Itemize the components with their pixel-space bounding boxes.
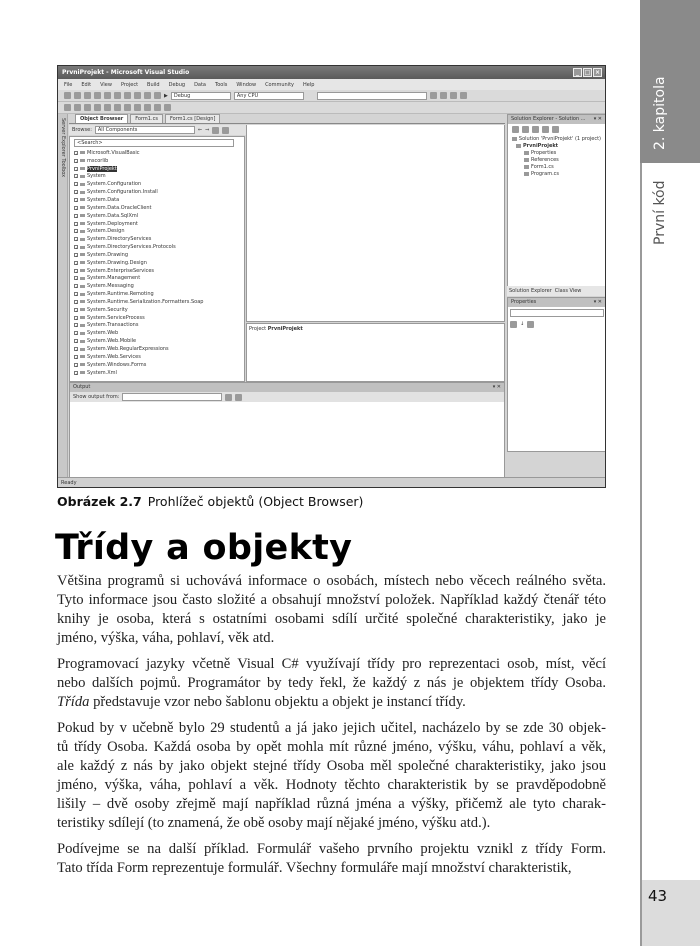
tab-1[interactable]: Form1.cs: [130, 114, 163, 123]
tree-item[interactable]: [74, 149, 244, 157]
tree-item[interactable]: [74, 165, 244, 173]
expand-icon[interactable]: +: [75, 183, 78, 188]
tree-item[interactable]: [74, 361, 244, 369]
expand-icon[interactable]: +: [75, 253, 78, 258]
expand-icon[interactable]: +: [75, 261, 78, 266]
assembly-icon: [80, 348, 85, 351]
add-reference-icon[interactable]: [212, 127, 219, 134]
output-title: Output: [73, 384, 91, 390]
copy-icon[interactable]: [124, 92, 131, 99]
tree-item[interactable]: [74, 196, 244, 204]
assembly-icon: [80, 175, 85, 178]
tab-2[interactable]: Form1.cs [Design]: [165, 114, 220, 123]
text-line: Programovací jazyky včetně Visual C# využívají třídy pro reprezentaci osob, míst, věcí: [57, 656, 606, 672]
assembly-icon: [80, 293, 85, 296]
assembly-icon: [80, 238, 85, 241]
tree-item[interactable]: [74, 314, 244, 322]
refresh-icon[interactable]: [532, 126, 539, 133]
text-line: lišily – dvě osoby zřejmě mají například různá jména a výšky, přičemž ale tyto charak-: [57, 796, 606, 812]
description-pane: [246, 323, 505, 382]
cut-icon[interactable]: [114, 92, 121, 99]
document-tabs: [69, 114, 505, 124]
section-tab: [640, 163, 700, 880]
file-icon: [512, 137, 517, 141]
tree-item-label: System.Web: [87, 330, 119, 337]
new-project-icon[interactable]: [64, 92, 71, 99]
solution-explorer-icon[interactable]: [430, 92, 437, 99]
paragraph: [57, 719, 606, 833]
redo-icon[interactable]: [154, 92, 161, 99]
tree-item-label: System.Design: [87, 228, 125, 235]
expand-icon[interactable]: +: [75, 348, 78, 353]
solution-item-label: Program.cs: [531, 170, 560, 177]
spacing-icon[interactable]: [144, 104, 151, 111]
assembly-icon: [80, 159, 85, 162]
expand-icon[interactable]: +: [75, 214, 78, 219]
tree-item-label: System.Configuration: [87, 181, 142, 188]
assembly-icon: [80, 167, 85, 170]
assembly-icon: [80, 206, 85, 209]
find-dropdown[interactable]: [317, 92, 427, 100]
close-icon[interactable]: ×: [594, 69, 601, 76]
tree-item[interactable]: [74, 306, 244, 314]
view-designer-icon[interactable]: [552, 126, 559, 133]
tree-item-label: System.Deployment: [87, 220, 138, 227]
tree-item[interactable]: [74, 220, 244, 228]
text-line: Tato třída Form reprezentuje formulář. Všechny formuláře mají množství charakteristik,: [57, 860, 572, 876]
figure-caption-text: Prohlížeč objektů (Object Browser): [147, 494, 364, 509]
align-icon[interactable]: [74, 104, 81, 111]
tree-item-label: System.Web.Services: [87, 353, 141, 360]
tree-item[interactable]: [74, 267, 244, 275]
menu-item-file[interactable]: File: [64, 82, 73, 88]
text-run: představuje vzor nebo šablonu objektu a objekt je instancí třídy.: [89, 694, 466, 710]
assembly-icon: [80, 308, 85, 311]
expand-icon[interactable]: +: [75, 230, 78, 235]
file-icon: [524, 165, 529, 169]
assembly-icon: [80, 371, 85, 374]
expand-icon[interactable]: +: [75, 159, 78, 164]
solution-item[interactable]: [512, 135, 601, 142]
expand-icon[interactable]: +: [75, 151, 78, 156]
tree-item[interactable]: [74, 188, 244, 196]
text-line: Tyto informace jsou často složité a obsahují množství položek. Například každý čtenář této: [57, 592, 606, 608]
text-line: knihy je osoba, která s ostatními osobami sdílí určité společné charakteristiky, jako je: [57, 611, 606, 627]
menu-item-project[interactable]: Project: [120, 82, 139, 88]
save-icon[interactable]: [94, 92, 101, 99]
explorer-tab-1[interactable]: Class View: [554, 288, 582, 294]
tree-item-label: PrvniProjekt: [87, 165, 117, 172]
tab-0[interactable]: Object Browser: [75, 114, 128, 123]
align-icon[interactable]: [94, 104, 101, 111]
expand-icon[interactable]: +: [75, 269, 78, 274]
text-line: jméno, výška, váha, pohlaví, věk atd.: [57, 630, 275, 646]
side-tool-strip[interactable]: [58, 114, 68, 478]
properties-panel: [507, 297, 606, 452]
tree-item-label: System.Drawing: [87, 251, 129, 258]
expand-icon[interactable]: +: [75, 316, 78, 321]
start-icon[interactable]: ▶: [164, 92, 168, 99]
tree-item[interactable]: [74, 353, 244, 361]
output-source-dropdown[interactable]: [122, 393, 222, 401]
tree-item-label: System.Data: [87, 196, 120, 203]
open-icon[interactable]: [84, 92, 91, 99]
vs-titlebar: [58, 66, 605, 79]
members-pane: [246, 125, 505, 322]
tree-item-label: System.Web.Mobile: [87, 338, 137, 345]
align-icon[interactable]: [64, 104, 71, 111]
body-text: [57, 572, 606, 885]
solution-item[interactable]: [512, 163, 601, 170]
property-pages-icon[interactable]: [527, 321, 534, 328]
tree-item[interactable]: [74, 259, 244, 267]
layout-toolbar: [58, 102, 605, 114]
tree-item-label: System.DirectoryServices: [87, 236, 152, 243]
properties-icon[interactable]: [440, 92, 447, 99]
undo-icon[interactable]: [144, 92, 151, 99]
paragraph: [57, 655, 606, 712]
tree-item[interactable]: [74, 251, 244, 259]
expand-icon[interactable]: +: [75, 277, 78, 282]
file-icon: [524, 172, 529, 176]
assembly-icon: [80, 316, 85, 319]
tree-item-label: System.Xml: [87, 369, 117, 376]
assembly-icon: [80, 300, 85, 303]
menu-item-view[interactable]: View: [100, 82, 112, 88]
wrap-icon[interactable]: [235, 394, 242, 401]
text-line: nebo dalších pojmů. Programátor by tedy řekl, že každý z nás je objektem třídy Osoba.: [57, 675, 606, 691]
expand-icon[interactable]: +: [75, 300, 78, 305]
expand-icon[interactable]: +: [75, 175, 78, 180]
show-output-label: Show output from:: [73, 394, 120, 400]
tree-item[interactable]: [74, 329, 244, 337]
platform-dropdown[interactable]: Any CPU: [234, 92, 304, 100]
assembly-icon: [80, 253, 85, 256]
file-icon: [524, 158, 529, 162]
assembly-icon: [80, 269, 85, 272]
tree-item-label: mscorlib: [87, 157, 109, 164]
tree-item[interactable]: [74, 322, 244, 330]
file-icon: [516, 144, 521, 148]
solution-item-label: Properties: [531, 149, 557, 156]
tree-item-label: System.Runtime.Serialization.Formatters.Soap: [87, 298, 204, 305]
text-line: [57, 693, 606, 712]
maximize-icon[interactable]: □: [584, 69, 591, 76]
assembly-icon: [80, 355, 85, 358]
assembly-icon: [80, 285, 85, 288]
expand-icon[interactable]: +: [75, 293, 78, 298]
tree-item-label: System.Windows.Forms: [87, 361, 147, 368]
expand-icon[interactable]: +: [75, 198, 78, 203]
solution-item[interactable]: [512, 142, 601, 149]
minimize-icon[interactable]: _: [573, 68, 582, 77]
properties-title: Properties: [511, 299, 537, 305]
spacing-icon[interactable]: [134, 104, 141, 111]
expand-icon[interactable]: +: [75, 238, 78, 243]
solution-item-label: Solution 'PrvniProjekt' (1 project): [518, 135, 601, 142]
side-strip-label: Server Explorer Toolbox: [60, 118, 66, 178]
assembly-icon: [80, 222, 85, 225]
text-line: jméno, výška, váha, pohlaví a věk. Hodnoty těchto charakteristik by se pravděpodobně: [57, 777, 606, 793]
menu-item-tools[interactable]: Tools: [215, 82, 228, 88]
text-line: ale každý z nás by jako objekt stejné třídy Osoba měl společné charakteristiky, jako jsou: [57, 758, 606, 774]
explorer-tab-0[interactable]: Solution Explorer: [509, 288, 552, 294]
show-all-icon[interactable]: [522, 126, 529, 133]
tree-item[interactable]: [74, 275, 244, 283]
status-bar: Ready: [58, 477, 605, 487]
tree-item-label: System.ServiceProcess: [87, 314, 145, 321]
text-line: tů třídy Osoba. Každá osoba by opět mohla mít různé jméno, výšku, váhu, pohlaví a věk,: [57, 739, 606, 755]
solution-item-label: PrvniProjekt: [523, 142, 559, 149]
paragraph: [57, 840, 606, 878]
solution-item-label: References: [531, 156, 559, 163]
expand-icon[interactable]: +: [75, 246, 78, 251]
tree-item-label: System.EnterpriseServices: [87, 267, 155, 274]
assembly-icon: [80, 214, 85, 217]
assembly-icon: [80, 183, 85, 186]
tree-item[interactable]: [74, 298, 244, 306]
file-icon: [524, 151, 529, 155]
section-heading: Třídy a objekty: [55, 528, 353, 568]
expand-icon[interactable]: +: [75, 167, 78, 172]
search-input[interactable]: <Search>: [74, 139, 234, 147]
tree-item-label: System.Messaging: [87, 283, 134, 290]
expand-icon[interactable]: +: [75, 340, 78, 345]
explorer-tabs: [507, 286, 606, 296]
expand-icon[interactable]: +: [75, 355, 78, 360]
tree-item[interactable]: [74, 235, 244, 243]
text-line: Pokud by v učebně bylo 29 studentů a já jako jejich učitel, nacházelo by se zde 30 objek-: [57, 720, 606, 736]
tree-item-label: System.Runtime.Remoting: [87, 291, 154, 298]
tree-item-label: System.Data.SqlXml: [87, 212, 139, 219]
tree-item[interactable]: [74, 173, 244, 181]
browse-label: Browse:: [72, 127, 92, 133]
assembly-icon: [80, 151, 85, 154]
menu-item-debug[interactable]: Debug: [168, 82, 186, 88]
vs-screenshot: [57, 65, 606, 488]
page-number: 43: [640, 880, 700, 946]
menu-item-community[interactable]: Community: [265, 82, 295, 88]
tree-item-label: System.Data.OracleClient: [87, 204, 152, 211]
menu-item-help[interactable]: Help: [303, 82, 315, 88]
size-icon[interactable]: [104, 104, 111, 111]
expand-icon[interactable]: +: [75, 222, 78, 227]
tree-item-label: System.Configuration.Install: [87, 189, 158, 196]
settings-icon[interactable]: [222, 127, 229, 134]
assembly-icon: [80, 340, 85, 343]
solution-explorer: [507, 114, 606, 296]
text-line: Podívejme se na další příklad. Formulář vašeho prvního projektu vznikl z třídy Form.: [57, 841, 606, 857]
menu-item-window[interactable]: Window: [236, 82, 257, 88]
expand-icon[interactable]: +: [75, 324, 78, 329]
solution-item-label: Form1.cs: [531, 163, 554, 170]
tree-item[interactable]: [74, 282, 244, 290]
tree-item-label: System.Management: [87, 275, 141, 282]
back-icon[interactable]: ⇐: [197, 127, 203, 133]
assembly-icon: [80, 363, 85, 366]
tree-item-label: System.Transactions: [87, 322, 139, 329]
section-label: První kód: [652, 180, 668, 245]
assembly-icon: [80, 198, 85, 201]
tree-item[interactable]: [74, 157, 244, 165]
alphabetical-icon[interactable]: ↓: [520, 321, 525, 327]
pin-icon[interactable]: ▾ ✕: [593, 116, 602, 122]
tree-item[interactable]: [74, 290, 244, 298]
tree-item[interactable]: [74, 212, 244, 220]
tree-item[interactable]: [74, 227, 244, 235]
object-dropdown[interactable]: [510, 309, 604, 317]
tree-item[interactable]: [74, 180, 244, 188]
menu-item-build[interactable]: Build: [147, 82, 160, 88]
assembly-icon: [80, 246, 85, 249]
figure-caption: [57, 494, 363, 509]
expand-icon[interactable]: +: [75, 285, 78, 290]
se-title: Solution Explorer - Solution ...: [511, 116, 586, 122]
pin-icon[interactable]: ▾ ✕: [492, 384, 501, 390]
categorized-icon[interactable]: [510, 321, 517, 328]
solution-item[interactable]: [512, 156, 601, 163]
tree-item-label: Microsoft.VisualBasic: [87, 149, 140, 156]
chapter-tab: [640, 0, 700, 163]
menu-item-edit[interactable]: Edit: [81, 82, 92, 88]
assembly-icon: [80, 230, 85, 233]
paste-icon[interactable]: [134, 92, 141, 99]
text-line: teristiky sdílejí (to znamená, že obě osoby mají nějaké jméno, výšku atd.).: [57, 815, 491, 831]
tree-item-label: System.DirectoryServices.Protocols: [87, 244, 176, 251]
text-line: Většina programů si uchovává informace o osobách, místech nebo věcech reálného světa.: [57, 573, 606, 589]
italic-term: Třída: [57, 694, 90, 710]
add-item-icon[interactable]: [74, 92, 81, 99]
desc-prefix: Project: [249, 326, 267, 332]
tree-item-label: System.Security: [87, 306, 128, 313]
view-code-icon[interactable]: [542, 126, 549, 133]
assembly-icon: [80, 324, 85, 327]
expand-icon[interactable]: +: [75, 191, 78, 196]
assembly-icon: [80, 332, 85, 335]
assembly-icon: [80, 261, 85, 264]
forward-icon[interactable]: ⇒: [205, 127, 210, 133]
expand-icon[interactable]: +: [75, 308, 78, 313]
tree-item-label: System.Drawing.Design: [87, 259, 147, 266]
tree-item[interactable]: [74, 243, 244, 251]
tree-item[interactable]: [74, 369, 244, 377]
assembly-icon: [80, 277, 85, 280]
menu-item-data[interactable]: Data: [194, 82, 207, 88]
solution-item[interactable]: [512, 149, 601, 156]
tree-item[interactable]: [74, 204, 244, 212]
standard-toolbar: [58, 90, 605, 102]
toolbox-icon[interactable]: [460, 92, 467, 99]
vs-title: PrvniProjekt - Microsoft Visual Studio: [62, 69, 190, 76]
tree-item[interactable]: [74, 337, 244, 345]
desc-name: PrvniProjekt: [267, 326, 303, 332]
center-icon[interactable]: [154, 104, 161, 111]
object-browser-tree: [69, 136, 245, 382]
expand-icon[interactable]: +: [75, 363, 78, 368]
save-all-icon[interactable]: [104, 92, 111, 99]
object-browser-icon[interactable]: [450, 92, 457, 99]
clear-icon[interactable]: [225, 394, 232, 401]
expand-icon[interactable]: +: [75, 371, 78, 376]
order-icon[interactable]: [164, 104, 171, 111]
assembly-icon: [80, 191, 85, 194]
browse-dropdown[interactable]: All Components: [95, 126, 195, 134]
menu-bar: [58, 79, 605, 90]
chapter-label: 2. kapitola: [652, 76, 668, 150]
figure-label: Obrázek 2.7: [57, 494, 142, 509]
paragraph: [57, 572, 606, 648]
pin-icon[interactable]: ▾ ✕: [593, 299, 602, 305]
config-dropdown[interactable]: Debug: [171, 92, 231, 100]
output-panel: [69, 382, 505, 478]
size-icon[interactable]: [114, 104, 121, 111]
tree-item[interactable]: [74, 345, 244, 353]
spacing-icon[interactable]: [124, 104, 131, 111]
properties-icon[interactable]: [512, 126, 519, 133]
solution-item[interactable]: [512, 170, 601, 177]
expand-icon[interactable]: +: [75, 206, 78, 211]
align-icon[interactable]: [84, 104, 91, 111]
tree-item-label: System.Web.RegularExpressions: [87, 346, 169, 353]
tree-item-label: System: [87, 173, 106, 180]
expand-icon[interactable]: +: [75, 332, 78, 337]
